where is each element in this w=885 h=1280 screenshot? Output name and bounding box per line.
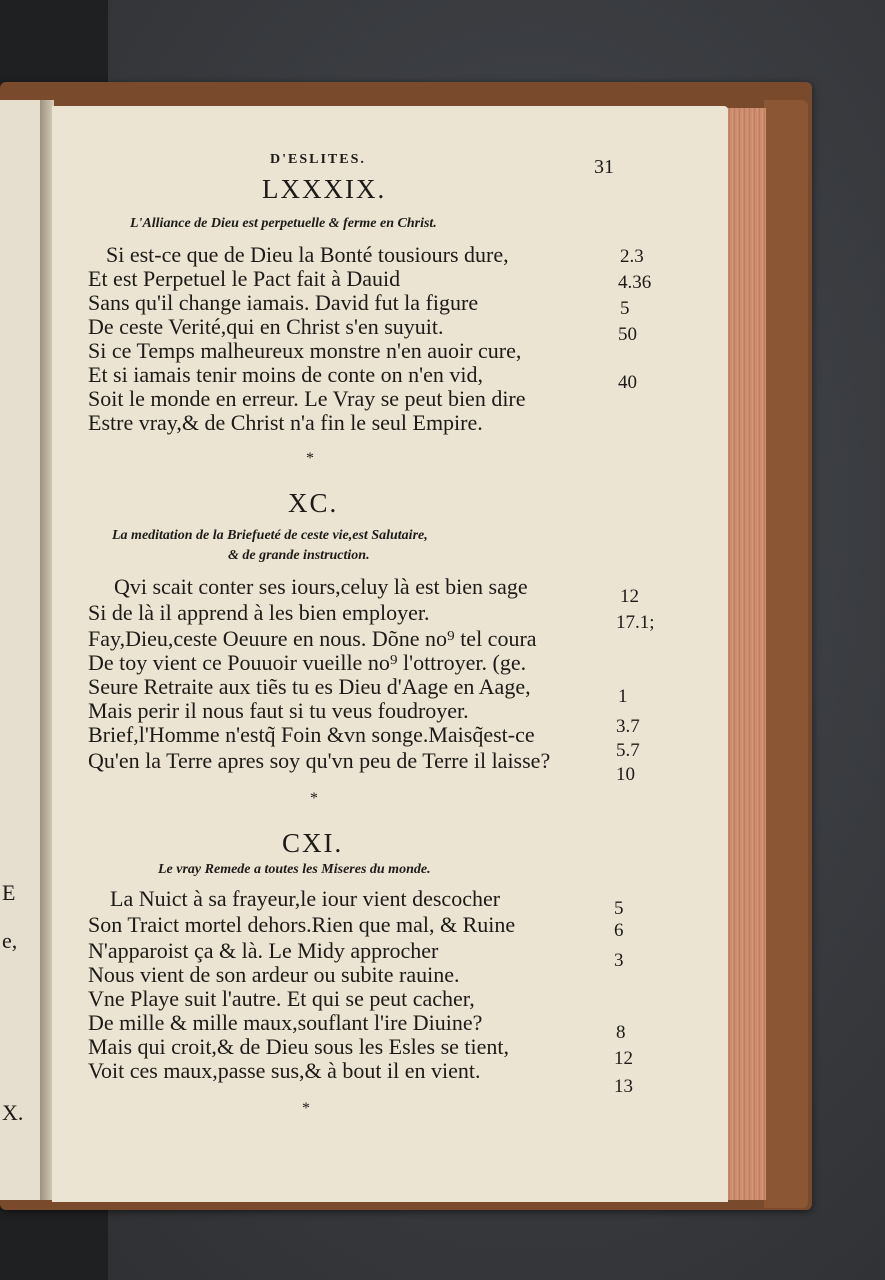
verse-line: Seure Retraite aux tiẽs tu es Dieu d'Aage en Aage, [88, 674, 531, 699]
verse-reference: 5 [614, 898, 624, 919]
verse-reference: 3 [614, 950, 624, 971]
facing-page-fragment: X. [2, 1100, 24, 1125]
verse-line: Son Traict mortel dehors.Rien que mal, & Ruine [88, 912, 516, 937]
verse-line: Qvi scait conter ses iours,celuy là est bien sage [114, 574, 528, 599]
verse-reference: 6 [614, 920, 624, 941]
verse-line: De ceste Verité,qui en Christ s'en suyuit. [88, 314, 444, 339]
facing-page-fragment: e, [2, 928, 18, 953]
verse-reference: 4.36 [618, 272, 652, 293]
ornament-asterisk: * [310, 790, 318, 807]
verse-reference: 5.7 [616, 740, 640, 761]
verse-reference: 13 [614, 1076, 633, 1097]
section-subtitle: & de grande instruction. [228, 548, 370, 563]
ornament-asterisk: * [302, 1100, 310, 1117]
verse-line: Si de là il apprend à les bien employer. [88, 600, 430, 625]
verse-reference: 12 [614, 1048, 633, 1069]
section-number: CXI. [282, 828, 344, 858]
verse-line: De toy vient ce Pouuoir vueille no⁹ l'ottroyer. (ge. [88, 650, 527, 675]
verse-reference: 17.1; [616, 612, 655, 633]
verse-line: Et est Perpetuel le Pact fait à Dauid [88, 266, 401, 291]
verse-line: Mais qui croit,& de Dieu sous les Esles se tient, [88, 1034, 509, 1059]
verse-reference: 12 [620, 586, 639, 607]
verse-line: Soit le monde en erreur. Le Vray se peut bien dire [88, 386, 526, 411]
verse-line: De mille & mille maux,souflant l'ire Diuine? [88, 1010, 483, 1035]
verse-reference: 40 [618, 372, 637, 393]
verse-line: Estre vray,& de Christ n'a fin le seul Empire. [88, 410, 483, 435]
section-number: LXXXIX. [262, 174, 387, 204]
verse-line: Mais perir il nous faut si tu veus foudroyer. [88, 698, 469, 723]
section-number: XC. [288, 488, 339, 518]
verse-line: Sans qu'il change iamais. David fut la figure [88, 290, 479, 315]
verse-reference: 5 [620, 298, 630, 319]
verse-reference: 10 [616, 764, 635, 785]
cover-edge [764, 100, 808, 1208]
section-subtitle: Le vray Remede a toutes les Miseres du monde. [158, 862, 431, 877]
verse-line: Qu'en la Terre apres soy qu'vn peu de Terre il laisse? [88, 748, 551, 773]
verse-line: Si est-ce que de Dieu la Bonté tousiours dure, [106, 242, 509, 267]
verse-reference: 50 [618, 324, 637, 345]
verse-reference: 8 [616, 1022, 626, 1043]
verse-reference: 1 [618, 686, 628, 707]
verse-line: Si ce Temps malheureux monstre n'en auoir cure, [88, 338, 522, 363]
page [52, 106, 728, 1202]
verse-line: Fay,Dieu,ceste Oeuure en nous. Dõne no⁹ tel coura [88, 626, 537, 651]
section-subtitle: La meditation de la Briefueté de ceste vie,est Salutaire, [112, 528, 428, 543]
facing-page-fragment: E [2, 880, 16, 905]
verse-line: Nous vient de son ardeur ou subite rauine. [88, 962, 460, 987]
facing-page [0, 100, 42, 1200]
verse-reference: 2.3 [620, 246, 644, 267]
running-head: D'ESLITES. [270, 152, 366, 167]
verse-reference: 3.7 [616, 716, 640, 737]
verse-line: Et si iamais tenir moins de conte on n'en vid, [88, 362, 484, 387]
verse-line: Vne Playe suit l'autre. Et qui se peut cacher, [88, 986, 475, 1011]
ornament-asterisk: * [306, 450, 314, 467]
verse-line: La Nuict à sa frayeur,le iour vient descocher [110, 886, 501, 911]
section-subtitle: L'Alliance de Dieu est perpetuelle & ferme en Christ. [130, 216, 437, 231]
verse-line: Brief,l'Homme n'estq̃ Foin &vn songe.Maisq̃est-ce [88, 722, 535, 747]
verse-line: Voit ces maux,passe sus,& à bout il en vient. [88, 1058, 481, 1083]
page-number: 31 [594, 156, 614, 178]
verse-line: N'apparoist ça & là. Le Midy approcher [88, 938, 439, 963]
